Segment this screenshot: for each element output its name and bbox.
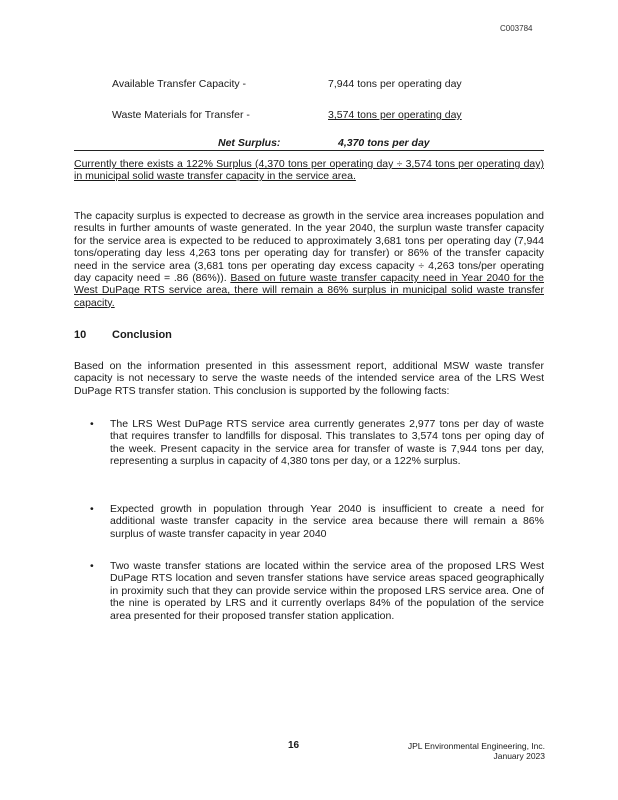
capacity-paragraph-text: The capacity surplus is expected to decrease as growth in the service area increases population and results in further amounts of waste generated. In the year 2040, the surplun waste transfer capacity for the service area is expected to be reduced to approximately 3,681 tons per operating day (7,944 tons/operating day less 4,263 tons per operating day for transfer) or 86% of the transfer capacity need in the service area (3,681 tons per operating day excess capacity ÷ 4,263 tons/per operating day capacity need = .86 (86%)). <box>74 210 544 285</box>
bullet-icon: • <box>90 560 94 572</box>
available-capacity-label: Available Transfer Capacity - <box>112 78 247 90</box>
waste-materials-value: 3,574 tons per operating day <box>328 109 462 121</box>
available-capacity-value: 7,944 tons per operating day <box>328 78 462 90</box>
page-number: 16 <box>288 740 300 751</box>
bullet-icon: • <box>90 418 94 430</box>
waste-materials-label: Waste Materials for Transfer - <box>112 109 250 121</box>
section-number: 10 <box>74 329 87 341</box>
surplus-statement: Currently there exists a 122% Surplus (4,370 tons per operating day ÷ 3,574 tons per operating day) in municipal solid waste transfer capacity in the service area. <box>74 158 544 183</box>
net-surplus-label: Net Surplus: <box>218 137 281 149</box>
net-surplus-row <box>74 136 544 151</box>
bullet-icon: • <box>90 503 94 515</box>
document-id: C003784 <box>500 24 533 33</box>
conclusion-paragraph: Based on the information presented in this assessment report, additional MSW waste transfer capacity is not necessary to serve the waste needs of the intended service area of the LRS West DuPage RTS transfer station. This conclusion is supported by the following facts: <box>74 360 544 397</box>
footer-company <box>380 741 545 761</box>
net-surplus-value: 4,370 tons per day <box>338 137 430 149</box>
section-title: Conclusion <box>112 329 172 341</box>
capacity-paragraph-underlined: Based on future waste transfer capacity need in Year 2040 for the West DuPage RTS service area, there will remain a 86% surplus in municipal solid waste transfer capacity. <box>74 272 544 309</box>
company-name: JPL Environmental Engineering, Inc. <box>407 741 545 751</box>
bullet-text: Two waste transfer stations are located within the service area of the proposed LRS West DuPage RTS location and seven transfer stations have service areas spaced geographically in proximity such that they can provide service within the proposed LRS service area. One of the nine is operated by LRS and it currently overlaps 84% of the population of the service area presented for their proposed transfer station application. <box>110 560 544 622</box>
bullet-text: Expected growth in population through Year 2040 is insufficient to create a need for additional waste transfer capacity in the service area because there will remain a 86% surplus of waste transfer capacity in year 2040 <box>110 503 544 540</box>
section-heading <box>74 329 172 341</box>
bullet-text: The LRS West DuPage RTS service area currently generates 2,977 tons per day of waste that requires transfer to landfills for disposal. This translates to 3,574 tons per oping day of the week. Present capacity in the service area for transfer of waste is 7,944 tons per day, representing a surplus in capacity of 4,380 tons per day, or a 122% surplus. <box>110 418 544 468</box>
footer-date: January 2023 <box>493 751 545 761</box>
capacity-paragraph <box>74 210 544 309</box>
